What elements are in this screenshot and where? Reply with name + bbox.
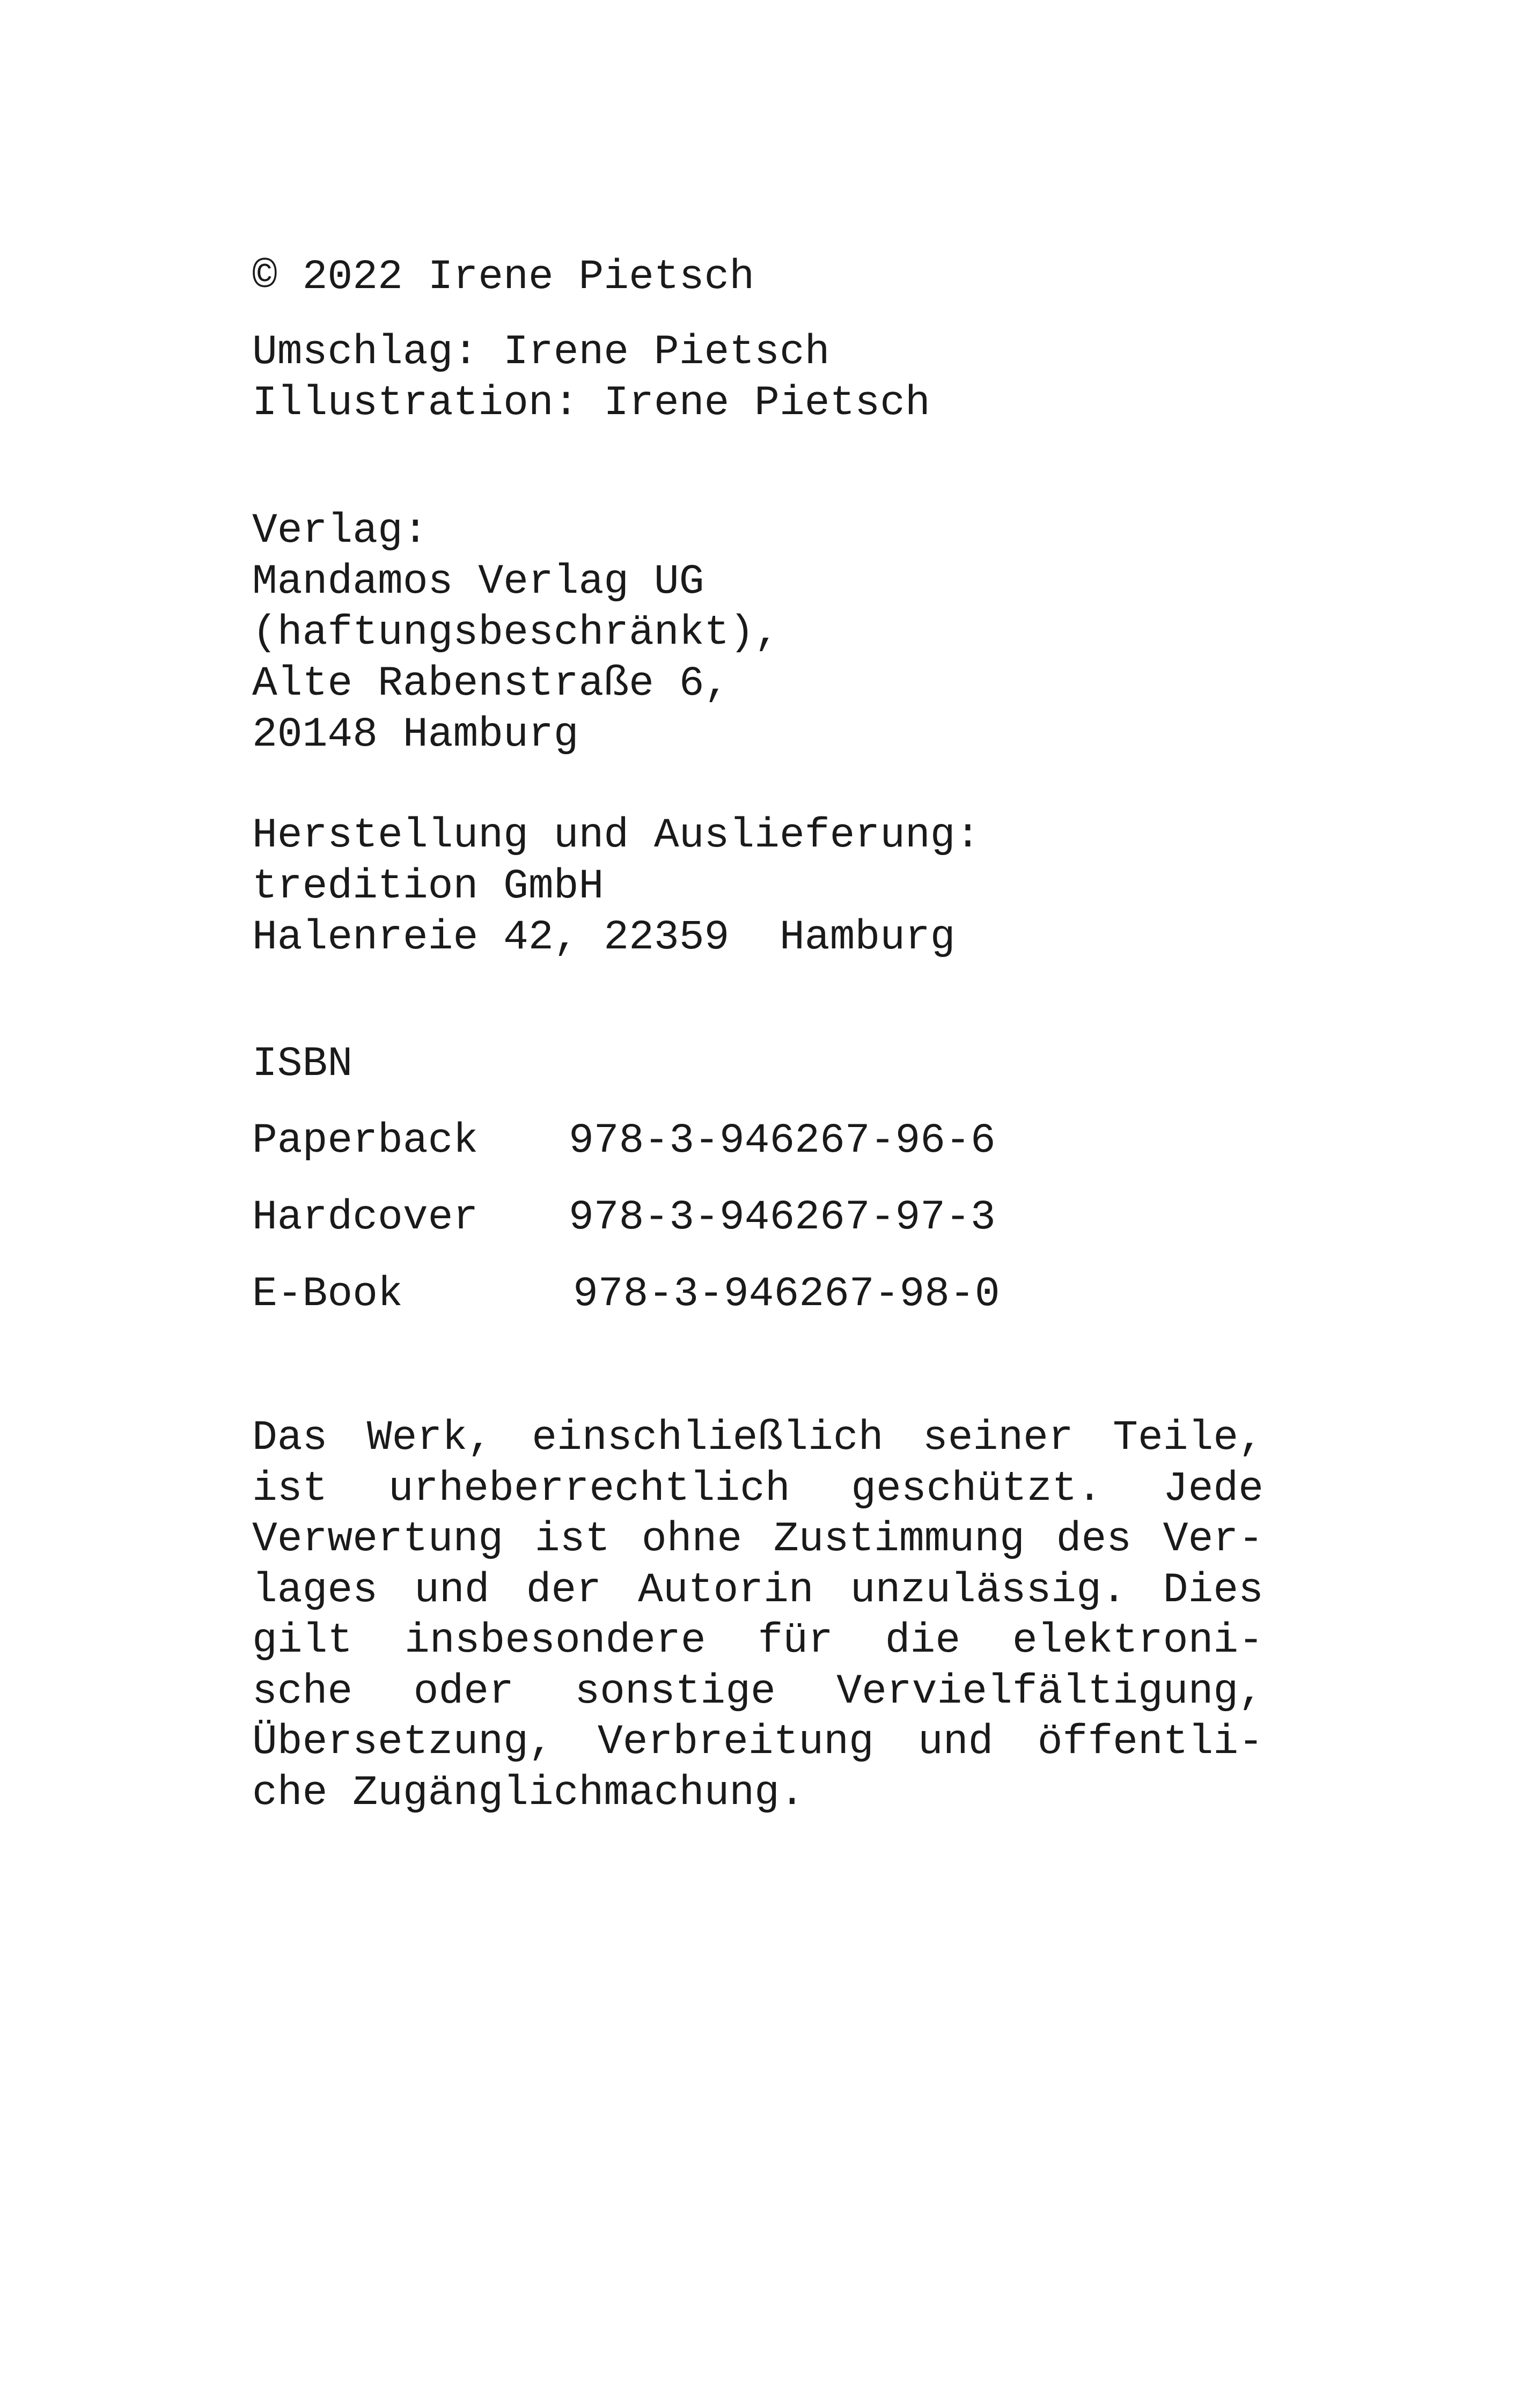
publisher-label: Verlag: bbox=[252, 507, 428, 555]
copyright-notice bbox=[252, 1413, 1263, 1818]
production-address: Halenreie 42, 22359 Hamburg bbox=[252, 914, 956, 961]
notice-line: lages und der Autorin unzulässig. Dies bbox=[252, 1566, 1263, 1614]
notice-line: ist urheberrechtlich geschützt. Jede bbox=[252, 1465, 1263, 1513]
production-label: Herstellung und Auslieferung: bbox=[252, 812, 981, 859]
publisher-legal-form: (haftungsbeschränkt), bbox=[252, 609, 780, 657]
notice-line: gilt insbesondere für die elektroni- bbox=[252, 1617, 1263, 1665]
isbn-format-label: Paperback bbox=[252, 1117, 479, 1165]
copyright-line: © 2022 Irene Pietsch bbox=[252, 254, 755, 301]
isbn-heading: ISBN bbox=[252, 1041, 353, 1088]
production-company: tredition GmbH bbox=[252, 863, 604, 910]
notice-line: sche oder sonstige Vervielfältigung, bbox=[252, 1668, 1263, 1715]
publisher-street: Alte Rabenstraße 6, bbox=[252, 660, 730, 708]
isbn-number: 978-3-946267-97-3 bbox=[569, 1194, 996, 1241]
notice-line: Verwertung ist ohne Zustimmung des Ver- bbox=[252, 1516, 1263, 1563]
isbn-number: 978-3-946267-96-6 bbox=[569, 1117, 996, 1165]
cover-credit: Umschlag: Irene Pietsch bbox=[252, 329, 830, 376]
isbn-format-label: E-Book bbox=[252, 1271, 403, 1318]
isbn-format-label: Hardcover bbox=[252, 1194, 479, 1241]
notice-line: Das Werk, einschließlich seiner Teile, bbox=[252, 1415, 1263, 1462]
illustration-credit: Illustration: Irene Pietsch bbox=[252, 380, 930, 427]
isbn-number: 978-3-946267-98-0 bbox=[573, 1271, 1000, 1318]
publisher-name: Mandamos Verlag UG bbox=[252, 558, 704, 606]
notice-line: Übersetzung, Verbreitung und öffentli- bbox=[252, 1719, 1263, 1766]
notice-line: che Zugänglichmachung. bbox=[252, 1769, 805, 1817]
publisher-city: 20148 Hamburg bbox=[252, 711, 579, 759]
